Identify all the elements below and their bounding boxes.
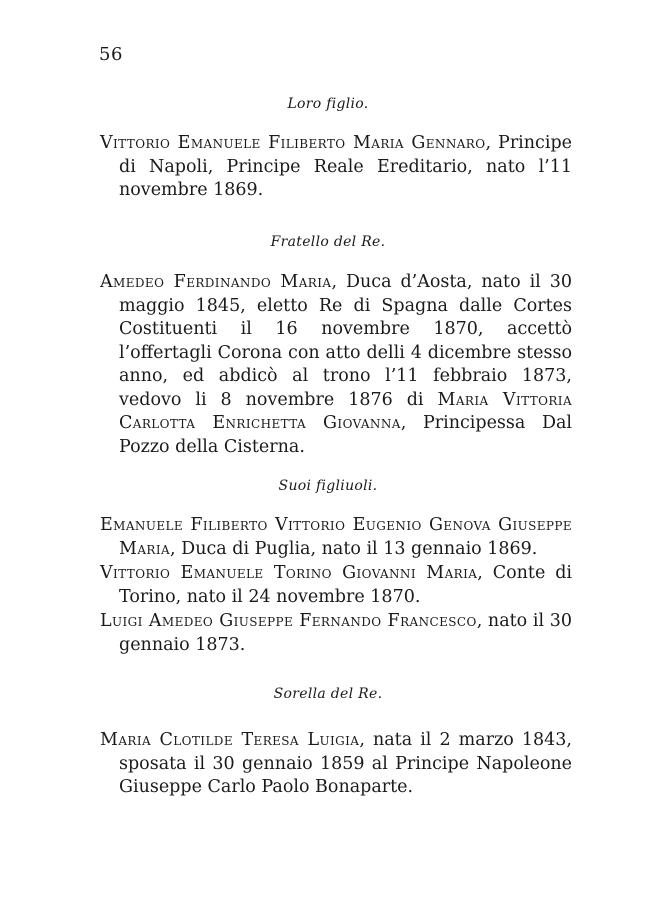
section-heading-brother: Fratello del Re. bbox=[270, 234, 386, 250]
entry-vittorio-emanuele-principe-napoli bbox=[100, 132, 572, 203]
entry-name: Emanuele Filiberto Vittorio Eugenio Genova Giuseppe Maria bbox=[100, 515, 572, 559]
entry-name: Amedeo Ferdinando Maria bbox=[100, 272, 332, 292]
entry-name: Luigi Amedeo Giuseppe Fernando Francesco bbox=[100, 611, 477, 631]
section-heading-sister: Sorella del Re. bbox=[273, 686, 383, 702]
entry-maria-clotilde bbox=[100, 729, 572, 800]
section-heading-son: Loro figlio. bbox=[287, 96, 369, 112]
entry-text: , nata il 2 marzo 1843, sposata il 30 gennaio 1859 al Principe Napoleone Giuseppe Carlo Paolo Bonaparte. bbox=[119, 730, 572, 797]
entry-name: Maria Clotilde Teresa Luigia bbox=[100, 730, 360, 750]
entry-text: , Duca d’Aosta, nato il 30 maggio 1845, eletto Re di Spagna dalle Cortes Costituenti il 16 novembre 1870, accettò l’offertagli Corona con atto delli 4 dicembre stesso anno, ed abdicò al trono l’11 febbraio 1873, vedovo li 8 novembre 1876 di bbox=[119, 272, 572, 410]
entry-text-continued: , Principessa Dal Pozzo della Cisterna. bbox=[119, 413, 572, 457]
entry-name: Vittorio Emanuele Torino Giovanni Maria bbox=[100, 563, 478, 583]
entry-text: , Conte di Torino, nato il 24 novembre 1870. bbox=[119, 563, 572, 607]
entry-spouse-name: Maria Vittoria Carlotta Enrichetta Giovanna bbox=[119, 389, 573, 433]
entry-emanuele-filiberto-duca-puglia bbox=[100, 514, 572, 561]
page-number: 56 bbox=[99, 44, 123, 65]
entry-text: , Duca di Puglia, nato il 13 gennaio 1869. bbox=[170, 538, 538, 559]
entry-amedeo-duca-aosta bbox=[100, 271, 572, 459]
section-heading-children: Suoi figliuoli. bbox=[278, 478, 378, 494]
entry-text: , nato il 30 gennaio 1873. bbox=[119, 611, 572, 655]
entry-vittorio-emanuele-conte-torino bbox=[100, 562, 572, 609]
entry-name: Vittorio Emanuele Filiberto Maria Gennaro bbox=[100, 133, 486, 153]
entry-luigi-amedeo bbox=[100, 610, 572, 657]
entry-text: , Principe di Napoli, Principe Reale Ereditario, nato l’11 novembre 1869. bbox=[119, 133, 573, 200]
